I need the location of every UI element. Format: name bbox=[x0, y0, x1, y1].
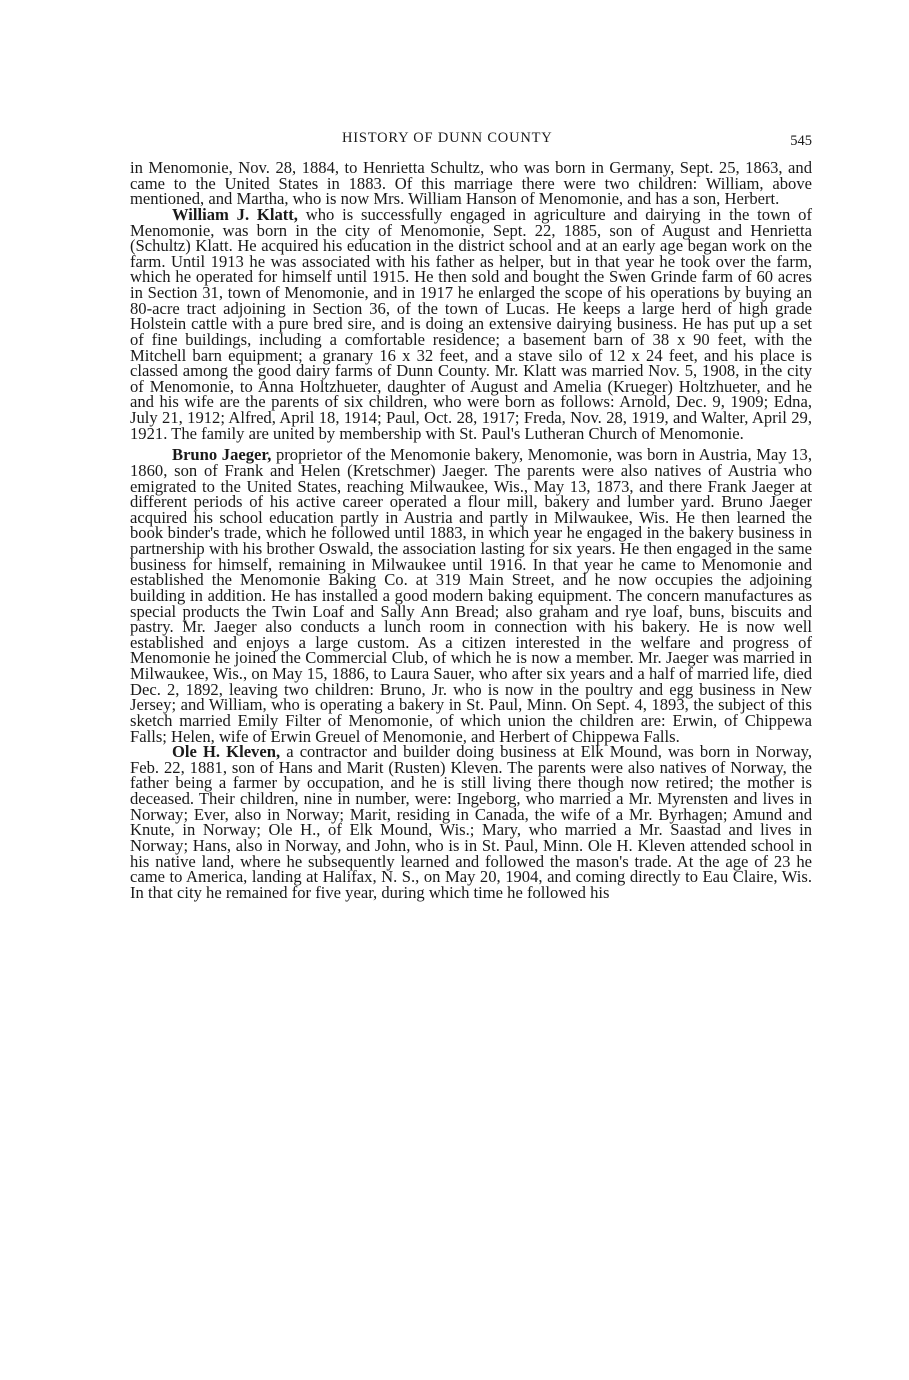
body-text bbox=[130, 160, 812, 900]
paragraph-text: who is successfully engaged in agriculture and dairying in the town of Menomonie, was born in the city of Menomonie, Sept. 22, 1885, son of August and Henrietta (Schultz) Klatt. He acquired his education in the district school and at an early age began work on the farm. Until 1913 he was associated with his father as helper, but in that year he took over the farm, which he operated for himself until 1915. He then sold and bought the Swen Grinde farm of 60 acres in Section 31, town of Menomonie, and in 1917 he enlarged the scope of his operations by buying an 80-acre tract adjoining in Section 36, of the town of Lucas. He keeps a large herd of high grade Holstein cattle with a pure bred sire, and is doing an extensive dairying business. He has put up a set of fine buildings, including a comfortable residence; a basement barn of 38 x 90 feet, with the Mitchell barn equipment; a granary 16 x 32 feet, and a stave silo of 12 x 24 feet, and his place is classed among the good dairy farms of Dunn County. Mr. Klatt was married Nov. 5, 1908, in the city of Menomonie, to Anna Holtzhueter, daughter of August and Amelia (Krueger) Holtzhueter, and he and his wife are the parents of six children, who were born as follows: Arnold, Dec. 9, 1909; Edna, July 21, 1912; Alfred, April 18, 1914; Paul, Oct. 28, 1917; Freda, Nov. 28, 1919, and Walter, April 29, 1921. The family are united by membership with St. Paul's Lutheran Church of Menomonie. bbox=[130, 204, 812, 443]
paragraph-text: proprietor of the Menomonie bakery, Menomonie, was born in Austria, May 13, 1860, son of Frank and Helen (Kretschmer) Jaeger. The parents were also natives of Austria who emigrated to the United States, reaching Milwaukee, Wis., May 13, 1873, and there Frank Jaeger at different periods of his active career operated a flour mill, bakery and lumber yard. Bruno Jaeger acquired his school education partly in Austria and partly in Milwaukee, Wis. He then learned the book binder's trade, which he followed until 1883, in which year he engaged in the bakery business in partnership with his brother Oswald, the association lasting for six years. He then engaged in the same business for himself, remaining in Milwaukee until 1916. In that year he came to Menomonie and established the Menomonie Baking Co. at 319 Main Street, and he now occupies the adjoining building in addition. He has installed a good modern baking equipment. The concern manufactures as special products the Twin Loaf and Sally Ann Bread; also graham and rye loaf, buns, biscuits and pastry. Mr. Jaeger also conducts a lunch room in connection with his bakery. He is now well established and enjoys a large custom. As a citizen interested in the welfare and progress of Menomonie he joined the Commercial Club, of which he is now a member. Mr. Jaeger was married in Milwaukee, Wis., on May 15, 1886, to Laura Sauer, who after six years and a half of married life, died Dec. 2, 1892, leaving two children: Bruno, Jr. who is now in the poultry and egg business in New Jersey; and William, who is operating a bakery in St. Paul, Minn. On Sept. 4, 1893, the subject of this sketch married Emily Filter of Menomonie, of which union the children are: Erwin, of Chippewa Falls; Helen, wife of Erwin Greuel of Menomonie, and Herbert of Chippewa Falls. bbox=[130, 445, 812, 746]
running-header bbox=[130, 130, 812, 152]
biography-william-klatt bbox=[130, 204, 812, 443]
subject-name: Bruno Jaeger, bbox=[172, 445, 272, 465]
running-title: HISTORY OF DUNN COUNTY bbox=[342, 130, 553, 146]
page-number: 545 bbox=[790, 133, 812, 149]
paragraph-continuation bbox=[130, 160, 812, 207]
paragraph-text: in Menomonie, Nov. 28, 1884, to Henrietta Schultz, who was born in Germany, Sept. 25, 1863, and came to the United States in 1883. Of this marriage there were two children: William, above mentioned, and Martha, who is now Mrs. William Hanson of Menomonie, and has a son, Herbert. bbox=[130, 158, 812, 209]
paragraph-text: a contractor and builder doing business at Elk Mound, was born in Norway, Feb. 22, 1881, son of Hans and Marit (Rusten) Kleven. The parents were also natives of Norway, the father being a farmer by occupation, and he is still living there though now retired; the mother is deceased. Their children, nine in number, were: Ingeborg, who married a Mr. Myrensten and lives in Norway; Ever, also in Norway; Marit, residing in Canada, the wife of a Mr. Byrhagen; Amund and Knute, in Norway; Ole H., of Elk Mound, Wis.; Mary, who married a Mr. Saastad and lives in Norway; Hans, also in Norway, and John, who is in St. Paul, Minn. Ole H. Kleven attended school in his native land, where he subsequently learned and followed the mason's trade. At the age of 23 he came to America, landing at Halifax, N. S., on May 20, 1904, and coming directly to Eau Claire, Wis. In that city he remained for five year, during which time he followed his bbox=[130, 742, 812, 902]
biography-bruno-jaeger bbox=[130, 447, 812, 744]
subject-name: William J. Klatt, bbox=[172, 204, 298, 224]
subject-name: Ole H. Kleven, bbox=[172, 742, 281, 762]
biography-ole-kleven bbox=[130, 744, 812, 900]
